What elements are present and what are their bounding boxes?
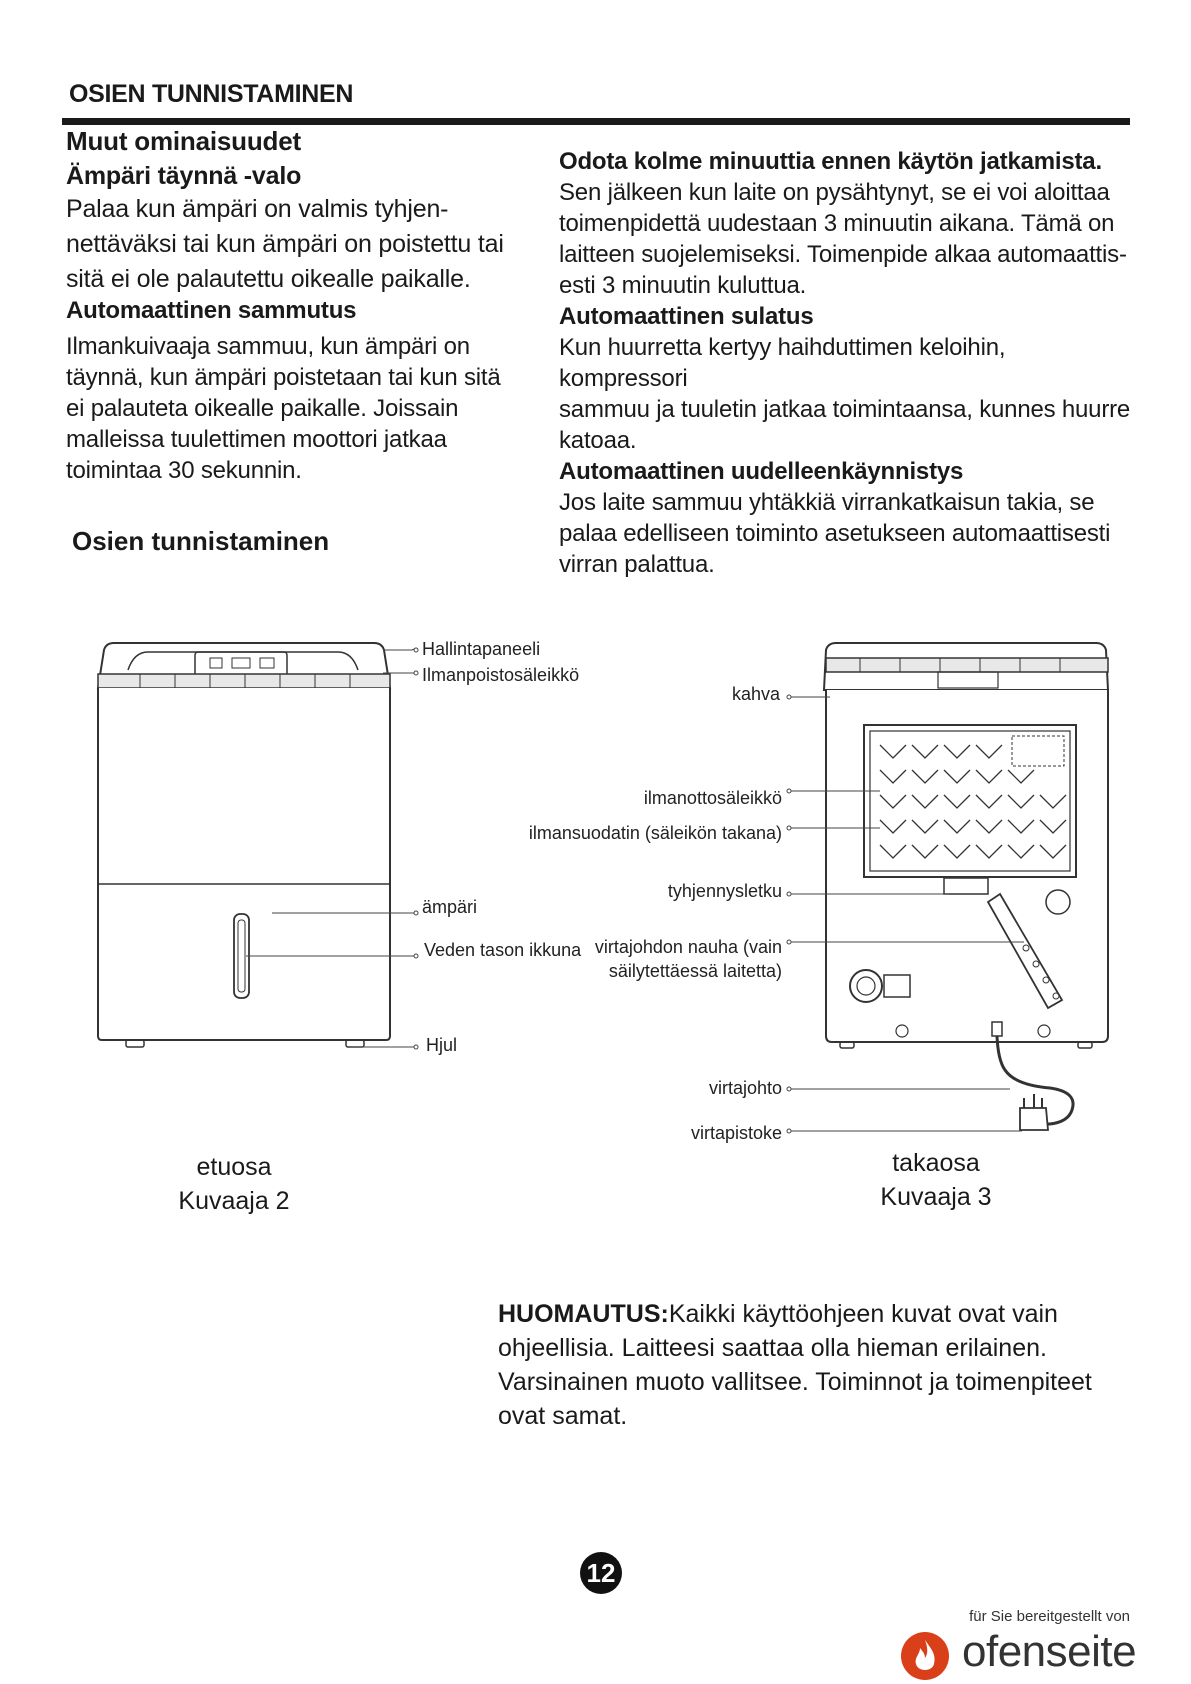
label-power-cord: virtajohto	[708, 1078, 782, 1098]
front-unit-drawing	[98, 643, 390, 1047]
label-drain-hose: tyhjennysletku	[667, 881, 782, 901]
body-line: toimintaa 30 sekunnin.	[66, 457, 302, 484]
body-line: katoaa.	[559, 427, 637, 454]
body-line: täynnä, kun ämpäri poistetaan tai kun sitä	[66, 364, 501, 391]
body-line: palaa edelliseen toiminto asetukseen automaattisesti	[559, 520, 1111, 547]
body-line: ei palauteta oikealle paikalle. Joissain	[66, 395, 459, 422]
label-intake-grille: ilmanottosäleikkö	[643, 788, 782, 808]
restart-heading: Automaattinen uudelleenkäynnistys	[559, 458, 964, 485]
note-line: ovat samat.	[498, 1402, 628, 1430]
features-title: Muut ominaisuudet	[66, 126, 301, 156]
rear-figure-label: Kuvaaja 3	[880, 1183, 992, 1211]
brand-name: ofenseite	[962, 1627, 1137, 1676]
rear-view-label: takaosa	[892, 1149, 980, 1177]
front-figure-label: Kuvaaja 2	[178, 1187, 290, 1215]
label-cord-strap-line2: säilytettäessä laitetta)	[608, 961, 782, 981]
label-handle: kahva	[731, 684, 780, 704]
body-line: nettäväksi tai kun ämpäri on poistettu tai	[66, 230, 504, 258]
note-line: Kaikki käyttöohjeen kuvat ovat vain	[668, 1300, 1058, 1328]
body-line: Jos laite sammuu yhtäkkiä virrankatkaisun takia, se	[559, 489, 1095, 516]
rear-unit-drawing	[824, 643, 1108, 1130]
note-line: Varsinainen muoto vallitsee. Toiminnot ja toimenpiteet	[498, 1368, 1092, 1396]
auto-off-heading: Automaattinen sammutus	[66, 297, 357, 324]
footer-credit: für Sie bereitgestellt von	[969, 1608, 1130, 1625]
section-header: OSIEN TUNNISTAMINEN	[69, 80, 354, 108]
label-cord-strap-line1: virtajohdon nauha (vain	[594, 937, 782, 957]
wait-heading: Odota kolme minuuttia ennen käytön jatkamista.	[559, 148, 1102, 175]
body-line: toimenpidettä uudestaan 3 minuutin aikana. Tämä on	[559, 210, 1115, 237]
note-label: HUOMAUTUS:	[498, 1300, 669, 1328]
body-line: Sen jälkeen kun laite on pysähtynyt, se ei voi aloittaa	[559, 179, 1110, 206]
parts-title: Osien tunnistaminen	[72, 526, 330, 556]
rear-caption	[836, 1146, 1036, 1214]
label-wheel: Hjul	[426, 1035, 458, 1055]
body-line: sitä ei ole palautettu oikealle paikalle.	[66, 265, 471, 293]
page-number: 12	[580, 1552, 622, 1594]
body-line: Palaa kun ämpäri on valmis tyhjen-	[66, 195, 449, 223]
body-line: laitteen suojelemiseksi. Toimenpide alkaa automaattis-	[559, 241, 1127, 268]
label-control-panel: Hallintapaneeli	[422, 639, 541, 659]
label-outlet-grille: Ilmanpoistosäleikkö	[422, 665, 580, 685]
bucket-full-heading: Ämpäri täynnä -valo	[66, 162, 302, 190]
note-block	[498, 1297, 1098, 1433]
body-line: esti 3 minuutin kuluttua.	[559, 272, 807, 299]
label-air-filter: ilmansuodatin (säleikön takana)	[528, 823, 782, 843]
body-line: malleissa tuulettimen moottori jatkaa	[66, 426, 447, 453]
front-caption	[134, 1150, 334, 1218]
body-line: virran palattua.	[559, 551, 715, 578]
body-line: sammuu ja tuuletin jatkaa toimintaansa, kunnes huurre	[559, 396, 1131, 423]
front-view-label: etuosa	[196, 1153, 272, 1181]
body-line: Kun huurretta kertyy haihduttimen keloihin, kompressori	[559, 334, 1006, 392]
label-plug: virtapistoke	[690, 1123, 782, 1143]
defrost-heading: Automaattinen sulatus	[559, 303, 814, 330]
note-line: ohjeellisia. Laitteesi saattaa olla hieman erilainen.	[498, 1334, 1047, 1362]
body-line: Ilmankuivaaja sammuu, kun ämpäri on	[66, 333, 470, 360]
flame-logo-icon	[898, 1628, 956, 1682]
label-water-window: Veden tason ikkuna	[424, 940, 582, 960]
label-bucket: ämpäri	[422, 897, 478, 917]
